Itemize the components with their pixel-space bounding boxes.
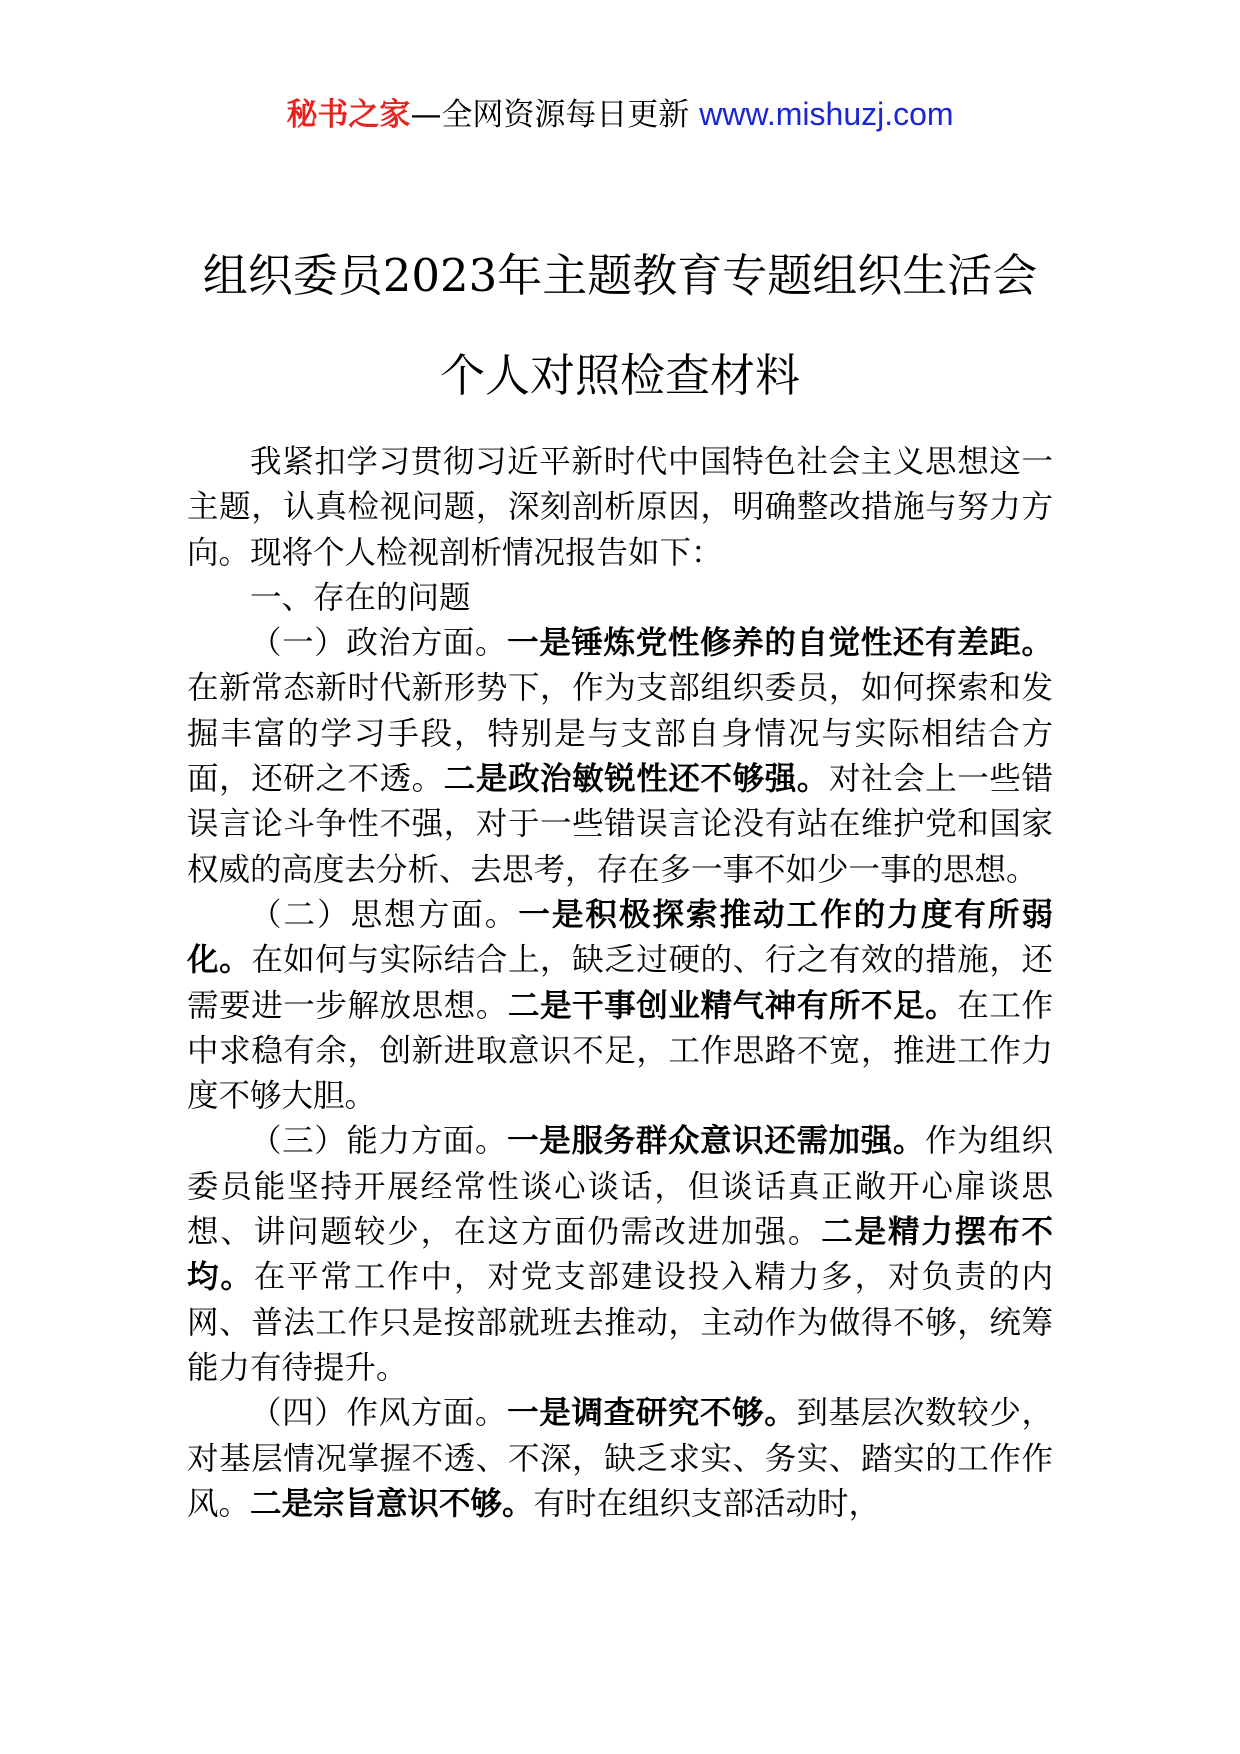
title-line-1: 组织委员2023年主题教育专题组织生活会 xyxy=(202,249,1038,302)
point-text: 在平常工作中，对党支部建设投入精力多，对负责的内网、普法工作只是按部就班去推动，主动作为做得不够，统筹能力有待提升。 xyxy=(187,1259,1053,1386)
point-heading: 二是精力摆布不均。 xyxy=(187,1214,1053,1296)
intro-paragraph: 我紧扣学习贯彻习近平新时代中国特色社会主义思想这一主题，认真检视问题，深刻剖析原因，明确整改措施与努力方向。现将个人检视剖析情况报告如下： xyxy=(187,444,1053,571)
problem-item-political xyxy=(187,621,1053,893)
point-heading: 一是调查研究不够。 xyxy=(507,1395,797,1432)
point-text: 到基层次数较少，对基层情况掌握不透、不深，缺乏求实、务实、踏实的工作作风。 xyxy=(187,1395,1053,1522)
point-heading: 一是积极探索推动工作的力度有所弱化。 xyxy=(187,896,1053,979)
point-text: 在工作中求稳有余，创新进取意识不足，工作思路不宽，推进工作力度不够大胆。 xyxy=(187,987,1053,1115)
problem-item-thought xyxy=(187,893,1053,1119)
problem-item-ability xyxy=(187,1119,1053,1391)
problem-item-style xyxy=(187,1391,1053,1527)
section-heading-problems: 一、存在的问题 xyxy=(250,579,471,616)
brand-name: 秘书之家 xyxy=(286,97,411,133)
item-label: （三）能力方面。 xyxy=(250,1123,508,1160)
point-text: 在新常态新时代新形势下，作为支部组织委员，如何探索和发掘丰富的学习手段，特别是与支部自身情况与实际相结合方面，还研之不透。 xyxy=(187,670,1053,798)
point-heading: 一是服务群众意识还需加强。 xyxy=(507,1123,926,1160)
point-heading: 二是干事创业精气神有所不足。 xyxy=(507,987,958,1024)
item-label: （四）作风方面。 xyxy=(250,1395,508,1432)
item-label: （二）思想方面。 xyxy=(250,896,519,933)
point-text: 有时在组织支部活动时， xyxy=(533,1485,881,1522)
header-tagline: —全网资源每日更新 xyxy=(410,97,700,133)
point-text: 在如何与实际结合上，缺乏过硬的、行之有效的措施，还需要进一步解放思想。 xyxy=(187,942,1053,1024)
document-body xyxy=(187,440,1053,1527)
point-heading: 一是锤炼党性修养的自觉性还有差距。 xyxy=(507,625,1053,662)
point-heading: 二是政治敏锐性还不够强。 xyxy=(443,761,829,798)
item-label: （一）政治方面。 xyxy=(250,625,508,662)
title-line-2: 个人对照检查材料 xyxy=(439,349,800,402)
point-heading: 二是宗旨意识不够。 xyxy=(250,1485,534,1522)
point-text: 对社会上一些错误言论斗争性不强，对于一些错误言论没有站在维护党和国家权威的高度去分析、去思考，存在多一事不如少一事的思想。 xyxy=(187,761,1053,888)
site-url-link[interactable]: www.mishuzj.com xyxy=(699,96,954,132)
point-text: 作为组织委员能坚持开展经常性谈心谈话，但谈话真正敞开心扉谈思想、讲问题较少，在这方面仍需改进加强。 xyxy=(187,1123,1053,1251)
site-header xyxy=(0,92,1240,137)
document-title xyxy=(0,226,1240,426)
